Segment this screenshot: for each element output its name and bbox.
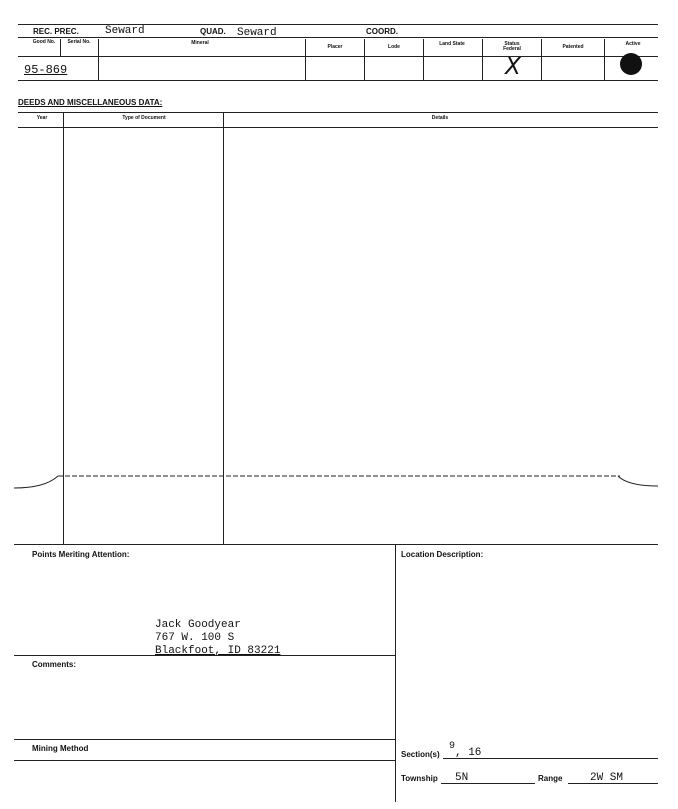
deeds-col-details: Details — [431, 115, 449, 121]
rec-prec-label: REC. PREC. — [33, 27, 79, 36]
col-divider — [604, 39, 605, 80]
comments-label: Comments: — [32, 660, 77, 669]
quad-value: Seward — [237, 27, 277, 39]
record-bottom-rule — [18, 80, 658, 81]
federal-checkmark: X — [505, 54, 521, 80]
col-divider — [482, 39, 483, 80]
range-underline — [568, 783, 658, 784]
col-good-no: Good No. — [32, 39, 56, 45]
deeds-header-rule — [18, 127, 658, 128]
sections-underline — [443, 758, 658, 759]
col-mineral: Mineral — [191, 40, 209, 46]
sections-value-a: 9 — [449, 741, 456, 752]
address-city: Blackfoot, ID 83221 — [155, 645, 281, 657]
deeds-top-rule — [18, 112, 658, 113]
col-divider — [98, 39, 99, 80]
col-divider — [60, 39, 61, 56]
location-label: Location Description: — [401, 550, 484, 559]
col-divider — [305, 39, 306, 80]
township-value: 5N — [455, 772, 469, 784]
address-street: 767 W. 100 S — [155, 632, 235, 644]
col-serial-no: Serial No. — [67, 39, 91, 45]
col-placer: Placer — [327, 44, 343, 50]
col-patented: Patented — [562, 44, 584, 50]
comments-bottom-rule — [14, 739, 395, 740]
col-divider — [541, 39, 542, 80]
good-no-value: 95-869 — [24, 63, 68, 77]
col-active: Active — [625, 41, 641, 47]
column-header-rule — [18, 56, 658, 57]
mining-method-rule — [14, 760, 395, 761]
sections-value-b: , 16 — [455, 747, 482, 759]
points-label: Points Meriting Attention: — [32, 550, 130, 559]
range-value: 2W SM — [590, 772, 624, 784]
sections-label: Section(s) — [401, 750, 440, 759]
township-label: Township — [401, 774, 438, 783]
header-rule — [18, 37, 658, 38]
township-underline — [441, 783, 535, 784]
quad-label: QUAD. — [200, 27, 226, 36]
col-divider — [423, 39, 424, 80]
col-land-state: Land State — [439, 41, 465, 47]
deeds-title: DEEDS AND MISCELLANEOUS DATA: — [18, 98, 163, 107]
col-divider — [364, 39, 365, 80]
deeds-col-year: Year — [36, 115, 48, 121]
col-lode: Lode — [388, 44, 400, 50]
col-status-federal: Status Federal — [503, 41, 521, 52]
deeds-bottom-rule — [14, 544, 658, 545]
deeds-col-type: Type of Document — [122, 115, 166, 121]
active-dot — [620, 53, 642, 75]
coord-label: COORD. — [366, 27, 398, 36]
mining-method-label: Mining Method — [32, 744, 89, 753]
address-name: Jack Goodyear — [155, 619, 241, 631]
bottom-center-divider — [395, 545, 396, 802]
page-fold-line — [0, 466, 678, 494]
rec-prec-value: Seward — [105, 25, 145, 37]
points-bottom-rule — [14, 655, 395, 656]
range-label: Range — [538, 774, 563, 783]
